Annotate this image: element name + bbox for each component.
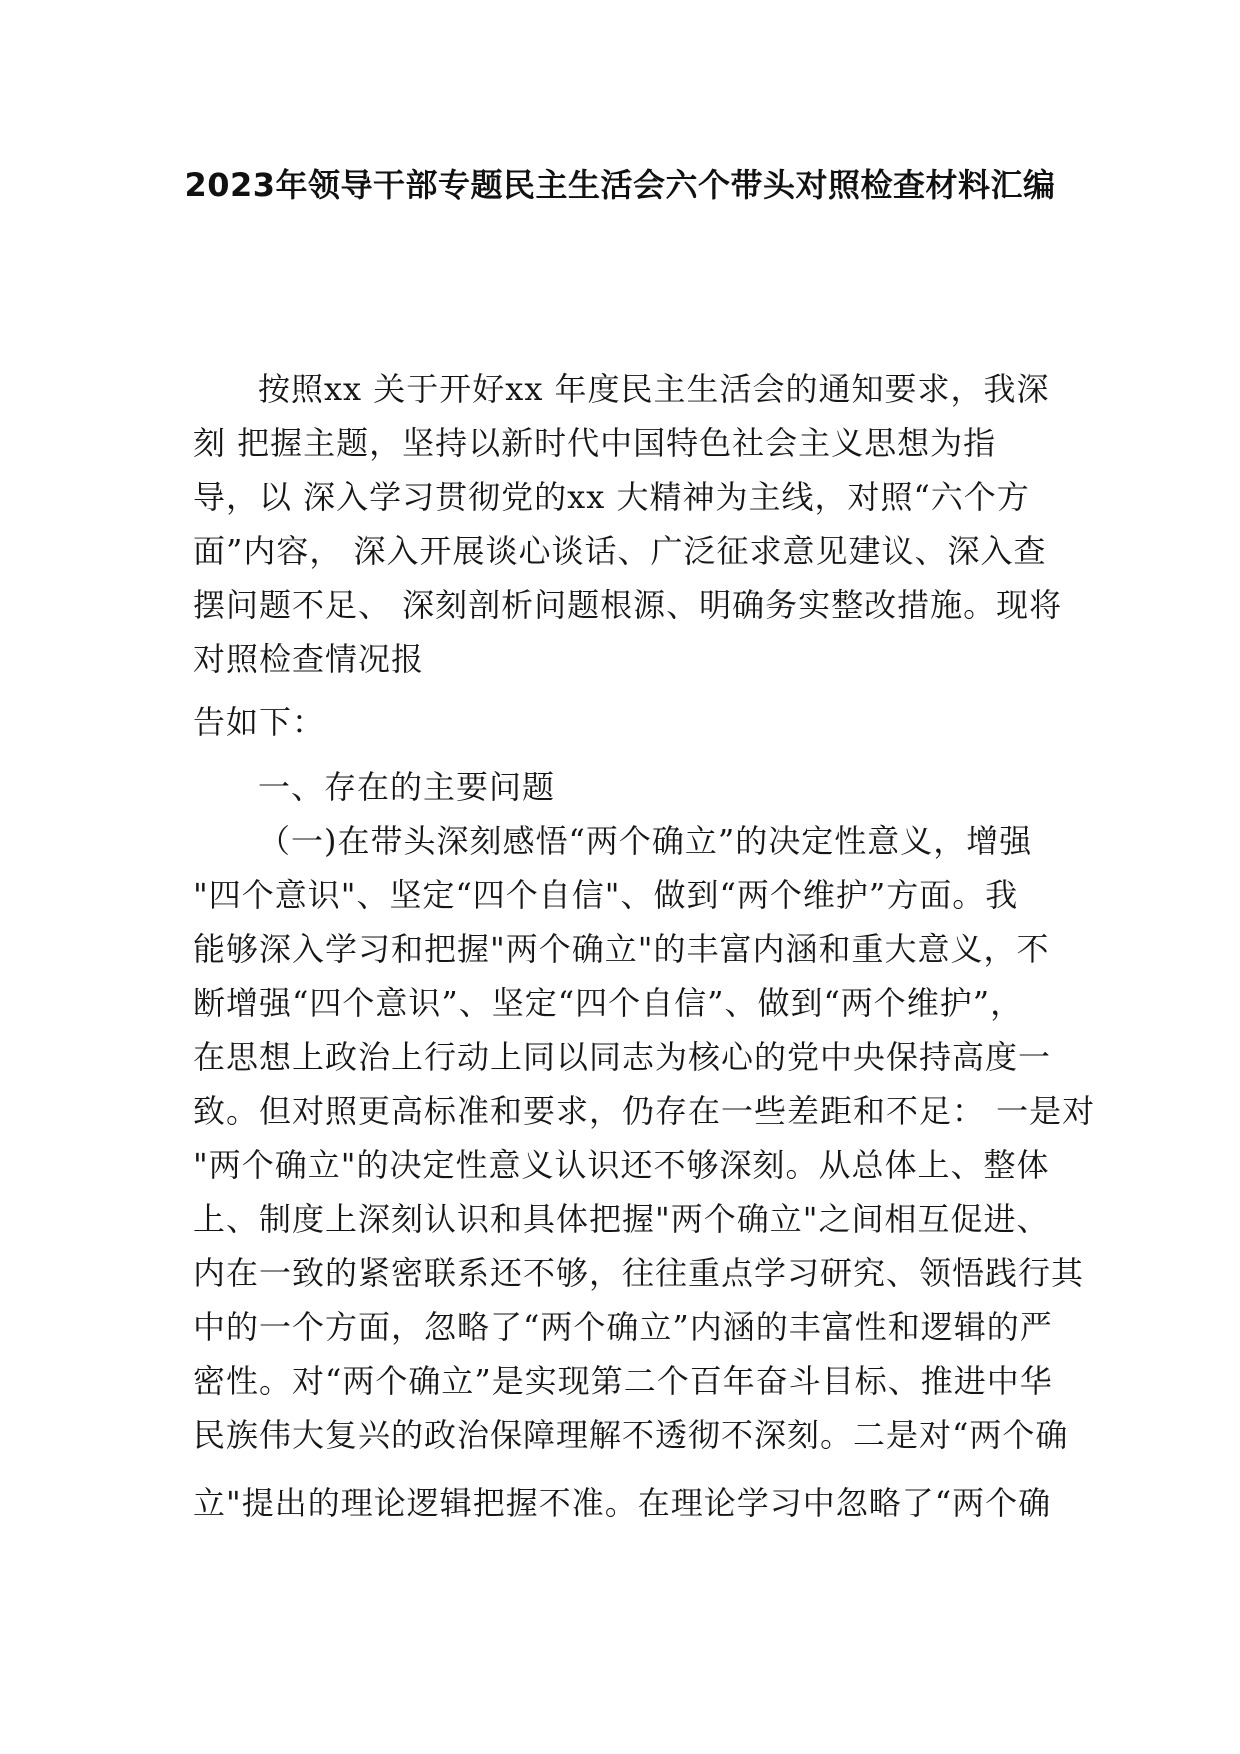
paragraph-line: "四个意识"、坚定“四个自信"、做到“两个维护”方面。我 bbox=[193, 876, 1019, 914]
paragraph-line: 按照xx 关于开好xx 年度民主生活会的通知要求，我深 bbox=[258, 370, 1050, 408]
paragraph-line: 断增强“四个意识”、坚定“四个自信”、做到“两个维护”， bbox=[193, 984, 1024, 1022]
paragraph-line: 中的一个方面，忽略了“两个确立”内涵的丰富性和逻辑的严 bbox=[193, 1308, 1053, 1346]
paragraph-line: 刻 把握主题，坚持以新时代中国特色社会主义思想为指 bbox=[193, 424, 997, 462]
paragraph-line: 对照检查情况报 bbox=[193, 640, 425, 678]
document-title: 2023年领导干部专题民主生活会六个带头对照检查材料汇编 bbox=[184, 166, 1056, 204]
paragraph-line: "两个确立"的决定性意义认识还不够深刻。从总体上、整体 bbox=[193, 1146, 1050, 1184]
paragraph-line: 摆问题不足、 深刻剖析问题根源、明确务实整改措施。现将 bbox=[193, 586, 1063, 624]
paragraph-line: 在思想上政治上行动上同以同志为核心的党中央保持高度一 bbox=[193, 1038, 1052, 1076]
paragraph-line: 内在一致的紧密联系还不够，往往重点学习研究、领悟践行其 bbox=[193, 1254, 1085, 1292]
paragraph-line: 导，以 深入学习贯彻党的xx 大精神为主线，对照“六个方 bbox=[193, 478, 1030, 516]
paragraph-line: 告如下： bbox=[193, 703, 326, 741]
paragraph-line: 面”内容， 深入开展谈心谈话、广泛征求意见建议、深入查 bbox=[193, 532, 1047, 570]
paragraph-line: 密性。对“两个确立”是实现第二个百年奋斗目标、推进中华 bbox=[193, 1362, 1053, 1400]
paragraph-line: 立"提出的理论逻辑把握不准。在理论学习中忽略了“两个确 bbox=[193, 1484, 1052, 1522]
paragraph-line: 致。但对照更高标准和要求，仍存在一些差距和不足： 一是对 bbox=[193, 1092, 1096, 1130]
paragraph-line: 上、制度上深刻认识和具体把握"两个确立"之间相互促进、 bbox=[193, 1200, 1050, 1238]
paragraph-line: 民族伟大复兴的政治保障理解不透彻不深刻。二是对“两个确 bbox=[193, 1416, 1069, 1454]
paragraph-line: 能够深入学习和把握"两个确立"的丰富内涵和重大意义，不 bbox=[193, 930, 1050, 968]
section-heading: 一、存在的主要问题 bbox=[258, 768, 556, 806]
paragraph-line: （一)在带头深刻感悟“两个确立”的决定性意义，增强 bbox=[258, 822, 1033, 860]
